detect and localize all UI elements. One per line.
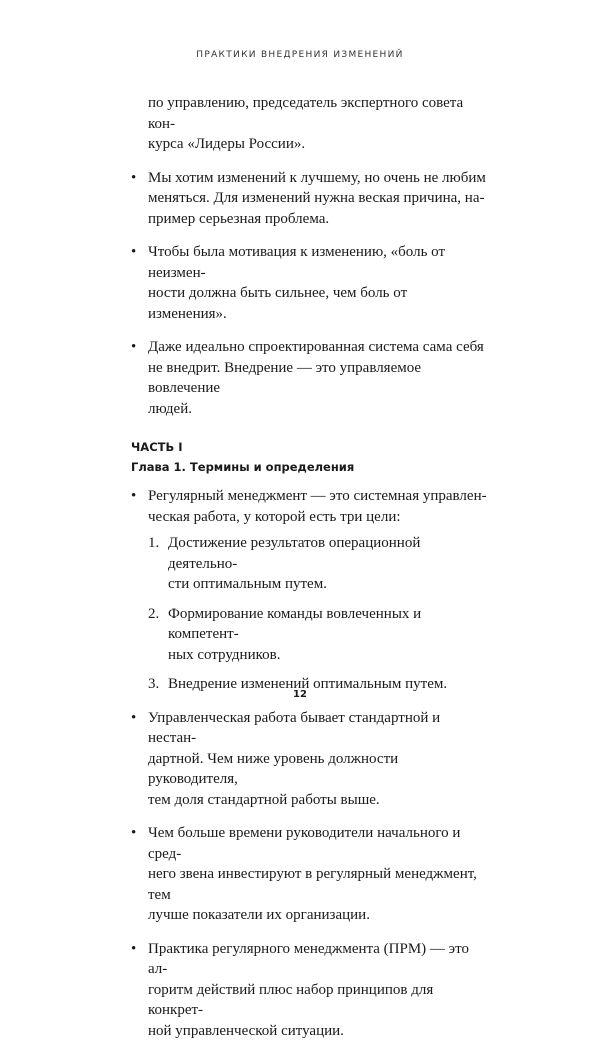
bullet-marker: •	[131, 488, 137, 504]
continuation-paragraph	[148, 93, 488, 155]
bullet-text: Чем больше времени руководители начального и сред- него звена инвестируют в регулярный менеджмент, тем лучше показатели их организации.	[148, 825, 477, 923]
part-heading: ЧАСТЬ I	[131, 440, 183, 454]
bullet-item	[131, 486, 488, 695]
item-number: 3.	[148, 676, 160, 692]
bullet-text: Чтобы была мотивация к изменению, «боль от неизмен- ности должна быть сильнее, чем боль от изменения».	[148, 244, 446, 322]
numbered-list	[148, 533, 488, 695]
bullet-marker: •	[131, 339, 137, 355]
bullet-item	[131, 168, 488, 230]
item-number: 1.	[148, 535, 160, 551]
bullet-marker: •	[131, 940, 137, 957]
item-text: Достижение результатов операционной деятельно- сти оптимальным путем.	[168, 535, 421, 592]
page-number: 12	[293, 689, 307, 700]
item-number: 2.	[148, 605, 160, 622]
bullet-item	[131, 823, 488, 926]
bullet-text: Практика регулярного менеджмента (ПРМ) — это ал- горитм действий плюс набор принципов для конкрет- ной управленческой ситуации.	[148, 940, 469, 1039]
bullet-marker: •	[131, 169, 137, 186]
bullet-item	[131, 242, 488, 324]
continuation-text: по управлению, председатель экспертного совета кон- курса «Лидеры России».	[148, 95, 464, 152]
bullet-marker: •	[131, 709, 137, 726]
bullet-text: Мы хотим изменений к лучшему, но очень не любим меняться. Для изменений нужна веская причина, на- пример серьезная проблема.	[148, 169, 486, 227]
numbered-item	[148, 604, 488, 666]
numbered-item	[148, 533, 488, 595]
bullet-text: Управленческая работа бывает стандартной и нестан- дартной. Чем ниже уровень должности руководителя, тем доля стандартной работы выше.	[148, 709, 441, 808]
bullet-item	[131, 337, 488, 419]
item-text: Формирование команды вовлеченных и компетент- ных сотрудников.	[168, 605, 422, 663]
running-head: ПРАКТИКИ ВНЕДРЕНИЯ ИЗМЕНЕНИЙ	[196, 50, 404, 60]
bullet-marker: •	[131, 244, 137, 260]
page-body	[131, 93, 488, 1054]
bullet-item	[131, 939, 488, 1042]
bullet-text: Регулярный менеджмент — это системная управлен- ческая работа, у которой есть три цели:	[148, 488, 487, 525]
bullet-item	[131, 708, 488, 811]
chapter-heading: Глава 1. Термины и определения	[131, 460, 355, 474]
bullet-marker: •	[131, 825, 137, 841]
item-text: Внедрение изменений оптимальным путем.	[168, 676, 448, 692]
bullet-text: Даже идеально спроектированная система сама себя не внедрит. Внедрение — это управляемое вовлечение людей.	[148, 339, 484, 417]
